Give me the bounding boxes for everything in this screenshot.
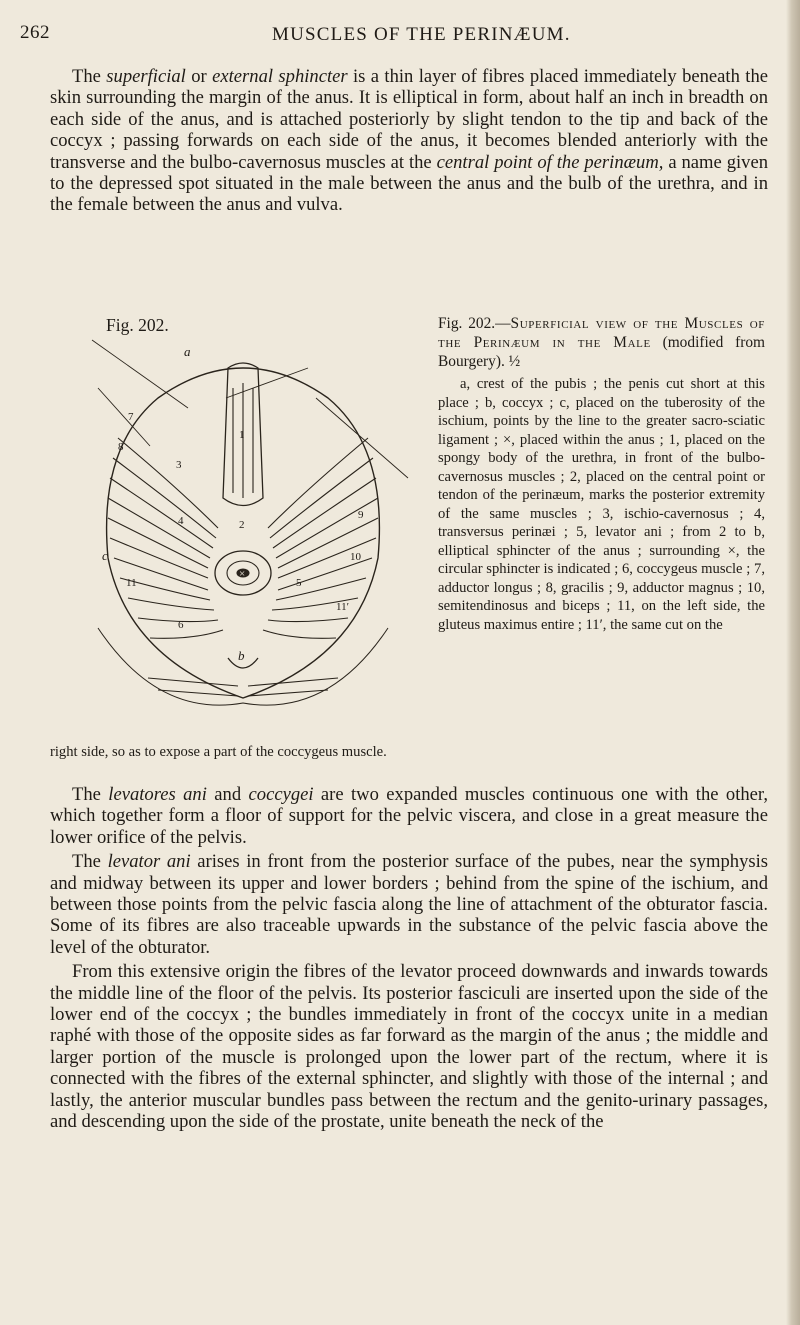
fig-label-10: 10 [350, 551, 361, 563]
perineum-illustration [58, 328, 428, 718]
caption-body: a, crest of the pubis ; the penis cut short at this place ; b, coccyx ; c, placed on the tuberosity of the ischium, points by the line to the greater sacro-sciatic ligament ; ×, placed within the anus ; 1, placed on the spongy body of the urethra, in front of the bulbo-cavernosus muscles ; 2, placed on the central point or tendon of the perinæum, marks the posterior extremity of the same muscles ; 3, ischio-cavernosus ; 4, transversus perinæi ; 5, levator ani ; from 2 to b, elliptical sphincter of the anus ; surrounding ×, the circular sphincter is indicated ; 6, coccygeus muscle ; 7, adductor longus ; 8, gracilis ; 9, adductor magnus ; 10, semitendinosus and biceps ; 11, on the left side, the gluteus maximus entire ; 11′, the same cut on the [438, 376, 765, 633]
paragraph-levatores: The levatores ani and coccygei are two expanded muscles continuous one with the other, which together form a floor of support for the pelvic viscera, and close in a great measure the lower orifice of the pelvis. [50, 784, 769, 848]
page-edge [786, 0, 800, 1325]
page-number: 262 [20, 22, 50, 43]
fig-label-3: 3 [176, 459, 182, 471]
caption-tail: right side, so as to expose a part of the coccygeus muscle. [50, 744, 387, 760]
fig-label-anus: × [239, 568, 246, 580]
fig-label-6: 6 [178, 619, 184, 631]
fig-label-a: a [184, 344, 191, 359]
fig-label-8: 8 [118, 441, 124, 453]
fig-label-11: 11 [126, 577, 137, 589]
figure-label: Fig. 202. [106, 315, 169, 335]
fig-label-5: 5 [296, 577, 302, 589]
fig-label-c: c [102, 548, 108, 563]
fig-label-7: 7 [128, 411, 134, 423]
running-head: MUSCLES OF THE PERINÆUM. [272, 24, 571, 45]
intro-paragraph: The superficial or external sphincter is a thin layer of fibres placed immediately beneath the skin surrounding the margin of the anus. It is elliptical in form, about half an inch in breadth on each side of the anus, and is attached posteriorly by slight tendon to the tip and back of the coccyx ; passing forwards on each side of the anus, it becomes blended anteriorly with the transverse and the bulbo-cavernosus muscles at the central point of the perinæum, a name given to the depressed spot situated in the male between the anus and the bulb of the urethra, and in the female between the anus and vulva. [50, 66, 769, 216]
fig-label-2: 2 [239, 519, 245, 531]
figure-caption [438, 315, 765, 634]
fig-label-1: 1 [239, 429, 245, 441]
fig-label-9: 9 [358, 509, 364, 521]
body-text [50, 784, 768, 1133]
paragraph-levator-origin: The levator ani arises in front from the posterior surface of the pubes, near the symphysis and midway between its upper and lower borders ; behind from the spine of the ischium, and between those points from the pelvic fascia along the line of attachment of the obturator fascia. Some of its fibres are also traceable upwards in the substance of the pelvic fascia above the level of the obturator. [50, 851, 769, 958]
fig-label-b: b [238, 648, 245, 663]
fig-label-11-prime: 11′ [336, 601, 349, 613]
caption-title: Fig. 202.—Superficial view of the Muscles of the Perinæum in the Male (modified from Bourgery). ½ [438, 315, 765, 370]
fig-label-4: 4 [178, 515, 184, 527]
paragraph-levator-fibres: From this extensive origin the fibres of the levator proceed downwards and inwards towards the middle line of the floor of the pelvis. Its posterior fasciculi are inserted upon the side of the lower end of the coccyx ; the bundles immediately in front of the coccyx unite in a median raphé with those of the opposite sides as far forward as the margin of the anus ; the middle and larger portion of the muscle is prolonged upon the lower part of the rectum, where it is connected with the fibres of the external sphincter, and slightly with those of the internal ; and lastly, the anterior muscular bundles pass between the rectum and the genito-urinary passages, and descending upon the side of the prostate, unite beneath the neck of the [50, 961, 768, 1133]
